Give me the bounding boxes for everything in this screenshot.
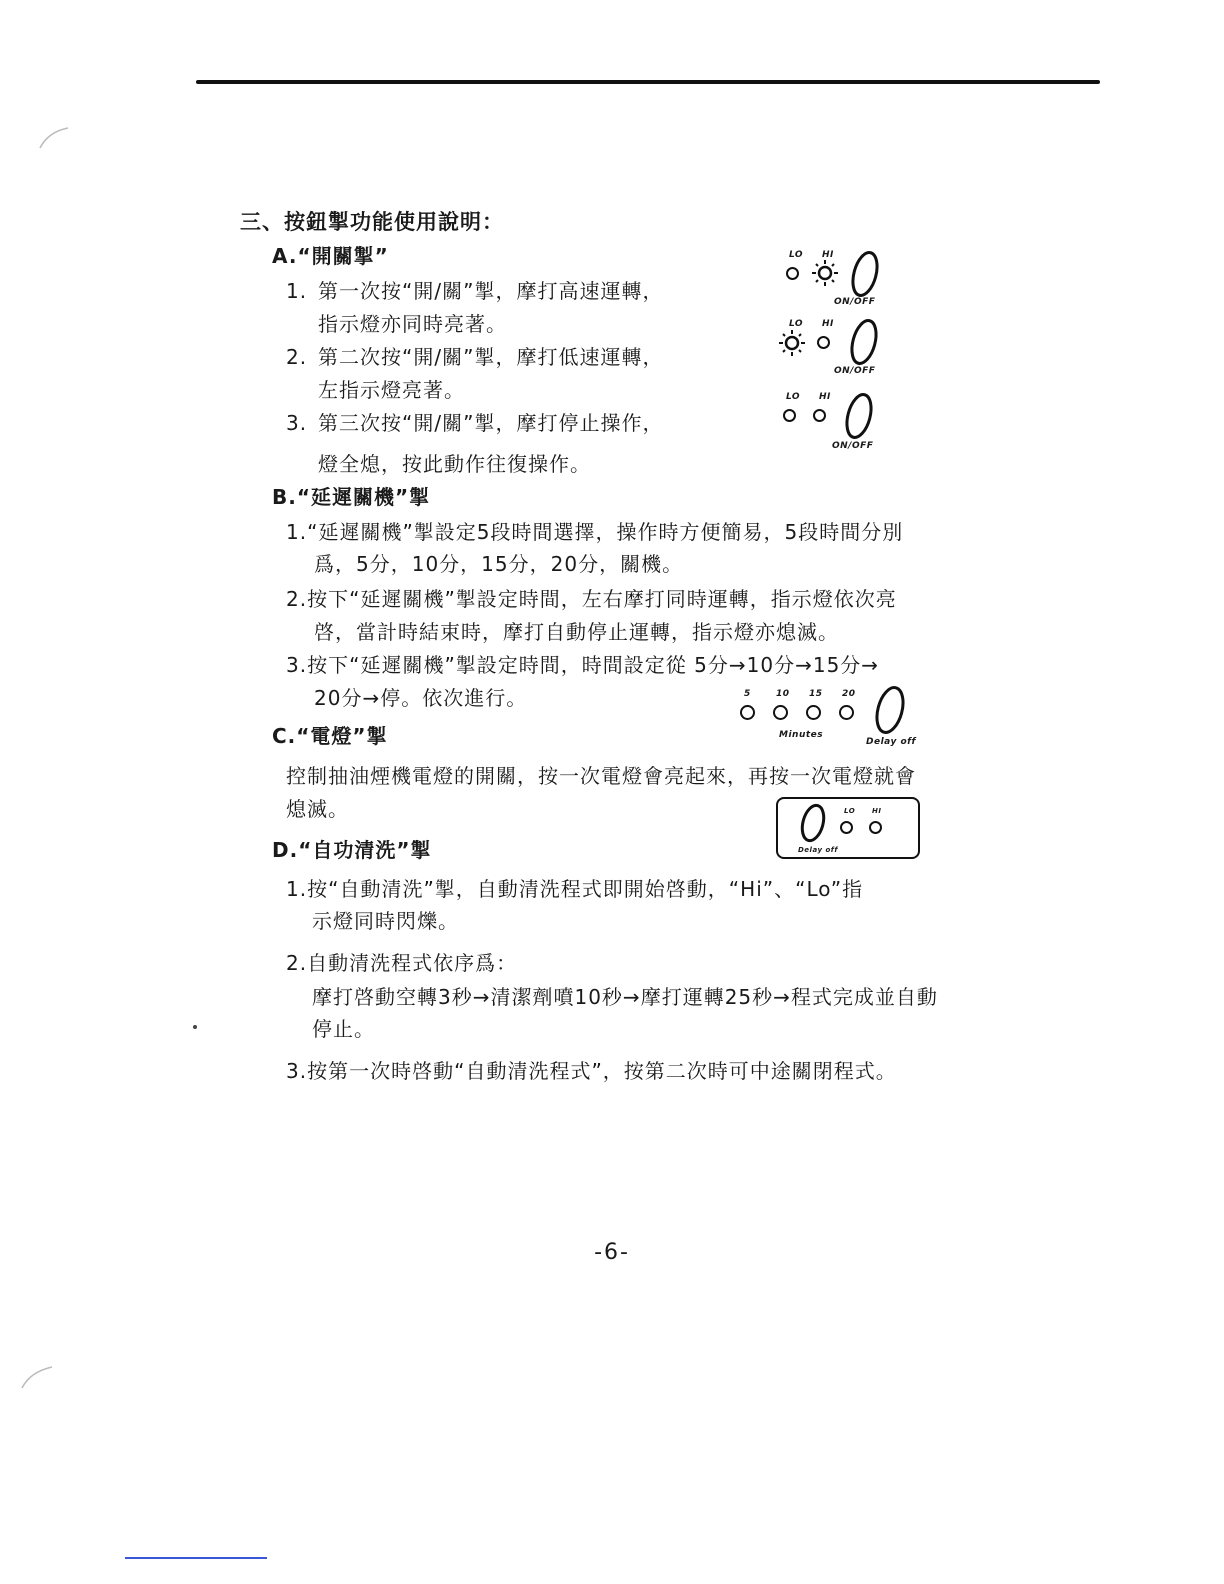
hi-indicator-off — [817, 336, 830, 349]
timer-indicator-15 — [806, 705, 821, 720]
a-item-1-line1: 第一次按“開/關”掣，摩打高速運轉， — [318, 279, 664, 303]
delay-off-label: Delay off — [798, 846, 838, 854]
b-item-2-line1: 2.按下“延遲關機”掣設定時間，左右摩打同時運轉，指示燈依次亮 — [286, 587, 897, 611]
a-item-3-line2: 燈全熄，按此動作往復操作。 — [318, 452, 591, 476]
lo-indicator-off — [783, 409, 796, 422]
onoff-label: ON/OFF — [834, 366, 876, 376]
hi-label: HI — [819, 392, 831, 402]
lo-label: LO — [789, 250, 804, 260]
a-item-2-line1: 第二次按“開/關”掣，摩打低速運轉， — [318, 345, 664, 369]
b-item-3-line2: 20分→停。依次進行。 — [314, 686, 528, 710]
section-title: 三、按鈕掣功能使用說明： — [240, 210, 504, 234]
a-item-2-line2: 左指示燈亮著。 — [318, 378, 465, 402]
lo-label: LO — [786, 392, 801, 402]
scan-edge-line — [125, 1557, 267, 1559]
b-item-1-line2: 爲，5分，10分，15分，20分，關機。 — [314, 552, 684, 576]
onoff-label: ON/OFF — [832, 441, 874, 451]
section-b-heading: B.“延遲關機”掣 — [272, 485, 431, 509]
top-rule — [196, 80, 1100, 84]
d-item-2-line3: 停止。 — [312, 1017, 375, 1041]
b-item-1-line1: 1.“延遲關機”掣設定5段時間選擇，操作時方便簡易，5段時間分別 — [286, 520, 904, 544]
b-item-3-line1: 3.按下“延遲關機”掣設定時間，時間設定從 5分→10分→15分→ — [286, 653, 880, 677]
d-item-2-line2: 摩打啓動空轉3秒→清潔劑噴10秒→摩打運轉25秒→程式完成並自動 — [312, 985, 938, 1009]
tick-label-15: 15 — [809, 689, 823, 699]
hi-label: HI — [822, 250, 834, 260]
d-item-2-line1: 2.自動清洗程式依序爲： — [286, 951, 518, 975]
timer-indicator-5 — [740, 705, 755, 720]
section-a-heading: A.“開關掣” — [272, 244, 389, 268]
section-c-heading: C.“電燈”掣 — [272, 724, 388, 748]
page-number: -6- — [594, 1240, 630, 1265]
a-item-2-num: 2. — [286, 345, 308, 369]
hi-indicator-off — [869, 821, 882, 834]
d-item-1-line1: 1.按“自動清洗”掣，自動清洗程式即開始啓動，“Hi”、“Lo”指 — [286, 877, 864, 901]
lo-label: LO — [844, 807, 856, 815]
delay-off-label: Delay off — [866, 737, 916, 747]
lo-label: LO — [789, 319, 804, 329]
lo-indicator-off — [840, 821, 853, 834]
tick-label-20: 20 — [842, 689, 856, 699]
d-item-3-line1: 3.按第一次時啓動“自動清洗程式”，按第二次時可中途關閉程式。 — [286, 1059, 897, 1083]
minutes-label: Minutes — [779, 730, 824, 740]
hi-label: HI — [872, 807, 882, 815]
d-item-1-line2: 示燈同時閃爍。 — [312, 909, 459, 933]
tick-label-5: 5 — [744, 689, 751, 699]
b-item-2-line2: 啓，當計時結束時，摩打自動停止運轉，指示燈亦熄滅。 — [314, 620, 839, 644]
lo-indicator-off — [786, 267, 799, 280]
a-item-1-line2: 指示燈亦同時亮著。 — [318, 312, 507, 336]
timer-indicator-20 — [839, 705, 854, 720]
a-item-3-num: 3. — [286, 411, 308, 435]
c-line2: 熄滅。 — [286, 797, 349, 821]
a-item-3-line1: 第三次按“開/關”掣，摩打停止操作， — [318, 411, 664, 435]
hi-label: HI — [822, 319, 834, 329]
timer-indicator-10 — [773, 705, 788, 720]
c-line1: 控制抽油煙機電燈的開關，按一次電燈會亮起來，再按一次電燈就會 — [286, 764, 916, 788]
tick-label-10: 10 — [776, 689, 790, 699]
section-d-heading: D.“自功清洗”掣 — [272, 838, 432, 862]
control-panel-diagram — [776, 797, 920, 859]
onoff-label: ON/OFF — [834, 297, 876, 307]
hi-indicator-off — [813, 409, 826, 422]
a-item-1-num: 1. — [286, 279, 308, 303]
